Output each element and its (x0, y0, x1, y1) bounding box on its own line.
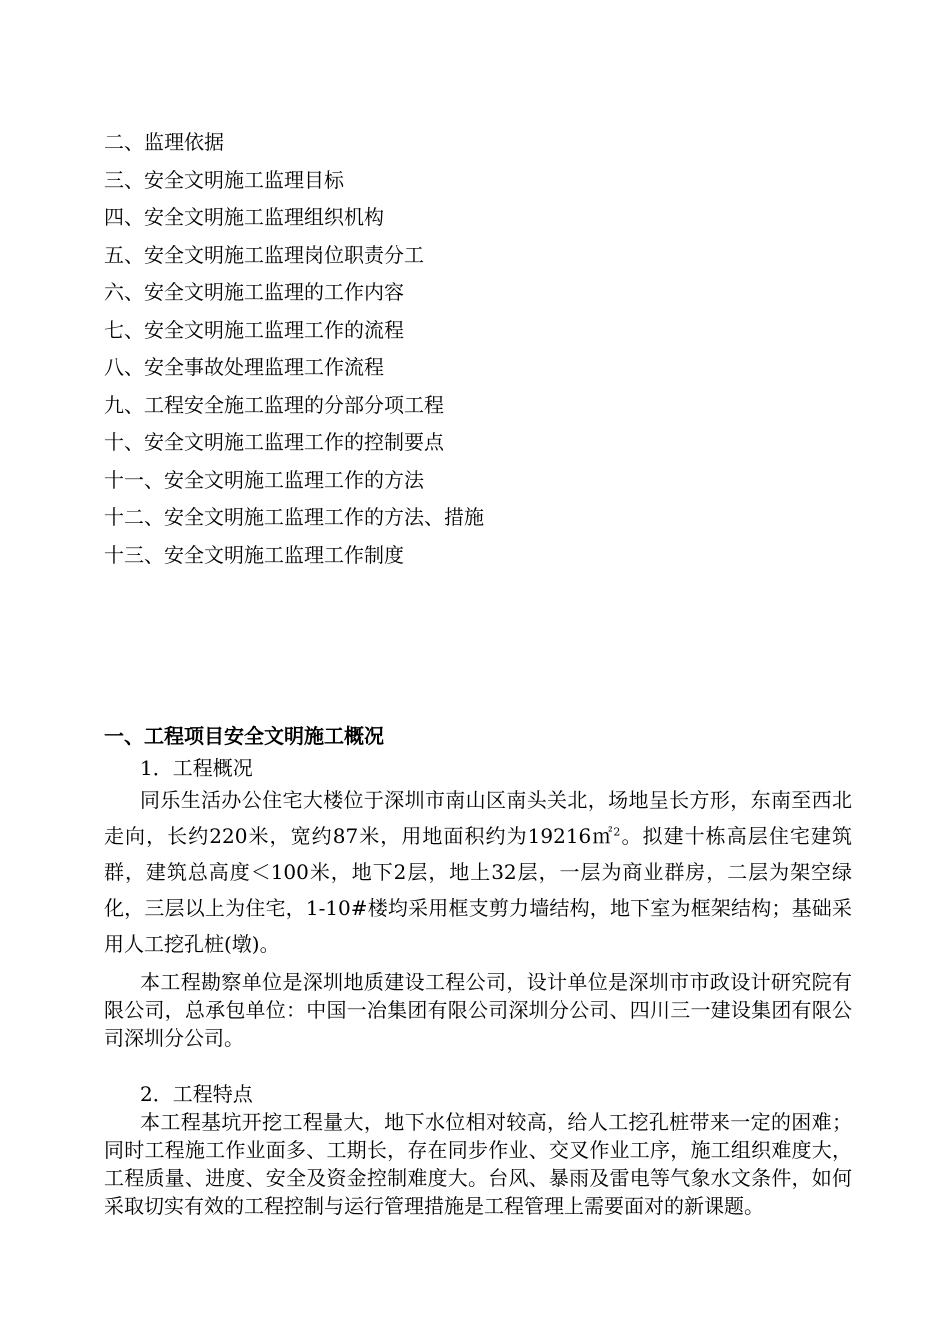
toc-item: 四、安全文明施工监理组织机构 (104, 205, 384, 229)
toc-item: 十三、安全文明施工监理工作制度 (104, 542, 404, 567)
area-unit-superscript: 2 (613, 825, 621, 839)
toc-item: 八、安全事故处理监理工作流程 (104, 355, 384, 379)
features-paragraph-1: 本工程基坑开挖工程量大，地下水位相对较高，给人工挖孔桩带来一定的困难；同时工程施工作业面多、工期长，存在同步作业、交叉作业工序，施工组织难度大，工程质量、进度、安全及资金控制难度大。台风、暴雨及雷电等气象水文条件，如何采取切实有效的工程控制与运行管理措施是工程管理上需要面对的新课题。 (104, 1110, 852, 1218)
toc-item: 九、工程安全施工监理的分部分项工程 (104, 392, 444, 417)
toc-item: 七、安全文明施工监理工作的流程 (104, 317, 404, 342)
section-project-overview (104, 718, 852, 1220)
section-title: 一、工程项目安全文明施工概况 (104, 724, 384, 748)
toc-item: 三、安全文明施工监理目标 (104, 167, 344, 192)
overview-paragraph-1 (104, 782, 852, 962)
toc-item: 二、监理依据 (104, 130, 224, 154)
toc-item: 十二、安全文明施工监理工作的方法、措施 (104, 505, 484, 529)
overview-heading: 1．工程概况 (140, 756, 253, 780)
overview-p1-text-a: 同乐生活办公住宅大楼位于深圳市南山区南头关北，场地呈长方形，东南至西北走向，长约220米，宽约87米，用地面积约为19216㎡ (104, 788, 852, 848)
toc-item: 五、安全文明施工监理岗位职责分工 (104, 242, 424, 267)
features-heading: 2．工程特点 (140, 1082, 253, 1106)
overview-p1-text-b: 。拟建十栋高层住宅建筑群，建筑总高度＜100米，地下2层，地上32层，一层为商业群房，二层为架空绿化，三层以上为住宅，1-10#楼均采用框支剪力墙结构，地下室为框架结构；基础采用人工挖孔桩(墩)。 (104, 824, 853, 956)
overview-paragraph-2: 本工程勘察单位是深圳地质建设工程公司，设计单位是深圳市市政设计研究院有限公司，总承包单位：中国一冶集团有限公司深圳分公司、四川三一建设集团有限公司深圳分公司。 (104, 970, 852, 1050)
toc-item: 六、安全文明施工监理的工作内容 (104, 280, 404, 304)
toc-item: 十、安全文明施工监理工作的控制要点 (104, 430, 444, 454)
toc-item: 十一、安全文明施工监理工作的方法 (104, 467, 424, 492)
table-of-contents (104, 124, 864, 574)
